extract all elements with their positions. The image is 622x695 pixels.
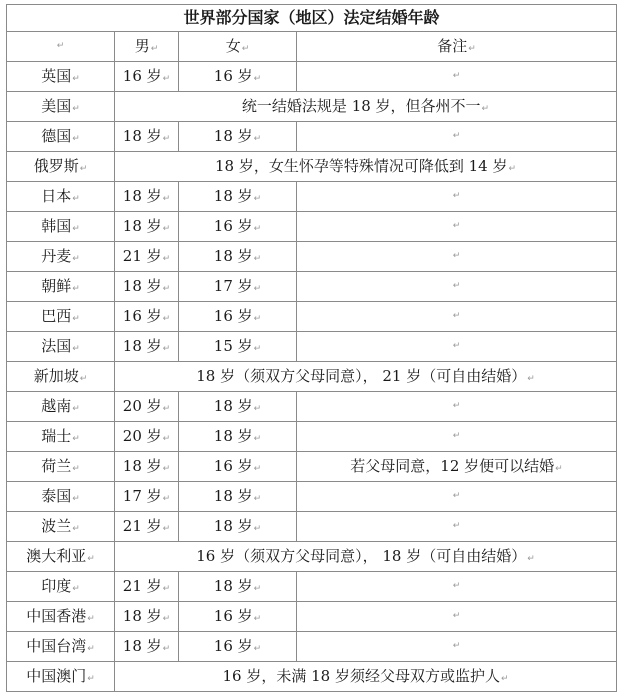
female-age-cell: 18 岁↵ [179,482,297,512]
male-age-cell: 21 岁↵ [115,512,179,542]
female-age-cell: 17 岁↵ [179,272,297,302]
table-row [7,422,617,452]
male-age-cell: 18 岁↵ [115,452,179,482]
note-cell: ↵ [297,182,617,212]
merged-note-cell: 16 岁（须双方父母同意）， 18 岁（可自由结婚）↵ [115,542,617,572]
male-age-cell: 18 岁↵ [115,272,179,302]
note-cell: ↵ [297,572,617,602]
merged-note-cell: 18 岁，女生怀孕等特殊情况可降低到 14 岁↵ [115,152,617,182]
table-row [7,662,617,692]
female-age-cell: 18 岁↵ [179,242,297,272]
table-row [7,542,617,572]
note-cell: ↵ [297,482,617,512]
country-cell: 丹麦↵ [7,242,115,272]
female-age-cell: 16 岁↵ [179,632,297,662]
female-age-cell: 18 岁↵ [179,422,297,452]
country-cell: 泰国↵ [7,482,115,512]
country-cell: 中国澳门↵ [7,662,115,692]
female-age-cell: 15 岁↵ [179,332,297,362]
female-age-cell: 16 岁↵ [179,452,297,482]
table-row [7,512,617,542]
country-cell: 中国香港↵ [7,602,115,632]
note-cell: ↵ [297,62,617,92]
table-row [7,392,617,422]
country-cell: 德国↵ [7,122,115,152]
country-cell: 法国↵ [7,332,115,362]
table-row [7,152,617,182]
country-cell: 新加坡↵ [7,362,115,392]
table-row [7,212,617,242]
note-cell: ↵ [297,632,617,662]
male-age-cell: 18 岁↵ [115,332,179,362]
table-row [7,632,617,662]
male-age-cell: 20 岁↵ [115,422,179,452]
table-row [7,122,617,152]
male-age-cell: 18 岁↵ [115,212,179,242]
merged-note-cell: 16 岁，未满 18 岁须经父母双方或监护人↵ [115,662,617,692]
male-age-cell: 17 岁↵ [115,482,179,512]
note-cell: ↵ [297,332,617,362]
note-cell: ↵ [297,242,617,272]
country-cell: 印度↵ [7,572,115,602]
header-note: 备注↵ [297,32,617,62]
table-title: 世界部分国家（地区）法定结婚年龄 [7,5,617,32]
table-row [7,62,617,92]
male-age-cell: 18 岁↵ [115,602,179,632]
table-row [7,92,617,122]
female-age-cell: 18 岁↵ [179,392,297,422]
female-age-cell: 16 岁↵ [179,62,297,92]
note-cell: ↵ [297,122,617,152]
note-cell: 若父母同意，12 岁便可以结婚↵ [297,452,617,482]
note-cell: ↵ [297,272,617,302]
country-cell: 中国台湾↵ [7,632,115,662]
note-cell: ↵ [297,302,617,332]
note-cell: ↵ [297,512,617,542]
country-cell: 朝鲜↵ [7,272,115,302]
male-age-cell: 18 岁↵ [115,182,179,212]
male-age-cell: 18 岁↵ [115,122,179,152]
note-cell: ↵ [297,602,617,632]
table-title-row [7,5,617,32]
merged-note-cell: 18 岁（须双方父母同意）， 21 岁（可自由结婚）↵ [115,362,617,392]
table-row [7,602,617,632]
table-header-row [7,32,617,62]
country-cell: 美国↵ [7,92,115,122]
table-row [7,452,617,482]
female-age-cell: 18 岁↵ [179,122,297,152]
female-age-cell: 16 岁↵ [179,212,297,242]
header-country: ↵ [7,32,115,62]
header-male: 男↵ [115,32,179,62]
male-age-cell: 21 岁↵ [115,572,179,602]
male-age-cell: 18 岁↵ [115,632,179,662]
country-cell: 荷兰↵ [7,452,115,482]
female-age-cell: 16 岁↵ [179,602,297,632]
note-cell: ↵ [297,212,617,242]
male-age-cell: 20 岁↵ [115,392,179,422]
male-age-cell: 16 岁↵ [115,302,179,332]
country-cell: 澳大利亚↵ [7,542,115,572]
country-cell: 日本↵ [7,182,115,212]
female-age-cell: 18 岁↵ [179,182,297,212]
merged-note-cell: 统一结婚法规是 18 岁，但各州不一↵ [115,92,617,122]
table-row [7,182,617,212]
female-age-cell: 18 岁↵ [179,572,297,602]
female-age-cell: 18 岁↵ [179,512,297,542]
table-row [7,572,617,602]
note-cell: ↵ [297,392,617,422]
table-row [7,332,617,362]
male-age-cell: 16 岁↵ [115,62,179,92]
table-row [7,362,617,392]
table-row [7,272,617,302]
country-cell: 瑞士↵ [7,422,115,452]
table-row [7,482,617,512]
table-row [7,242,617,272]
country-cell: 波兰↵ [7,512,115,542]
male-age-cell: 21 岁↵ [115,242,179,272]
header-female: 女↵ [179,32,297,62]
country-cell: 越南↵ [7,392,115,422]
country-cell: 巴西↵ [7,302,115,332]
table-row [7,302,617,332]
marriage-age-table [6,4,617,692]
country-cell: 韩国↵ [7,212,115,242]
country-cell: 俄罗斯↵ [7,152,115,182]
note-cell: ↵ [297,422,617,452]
female-age-cell: 16 岁↵ [179,302,297,332]
country-cell: 英国↵ [7,62,115,92]
